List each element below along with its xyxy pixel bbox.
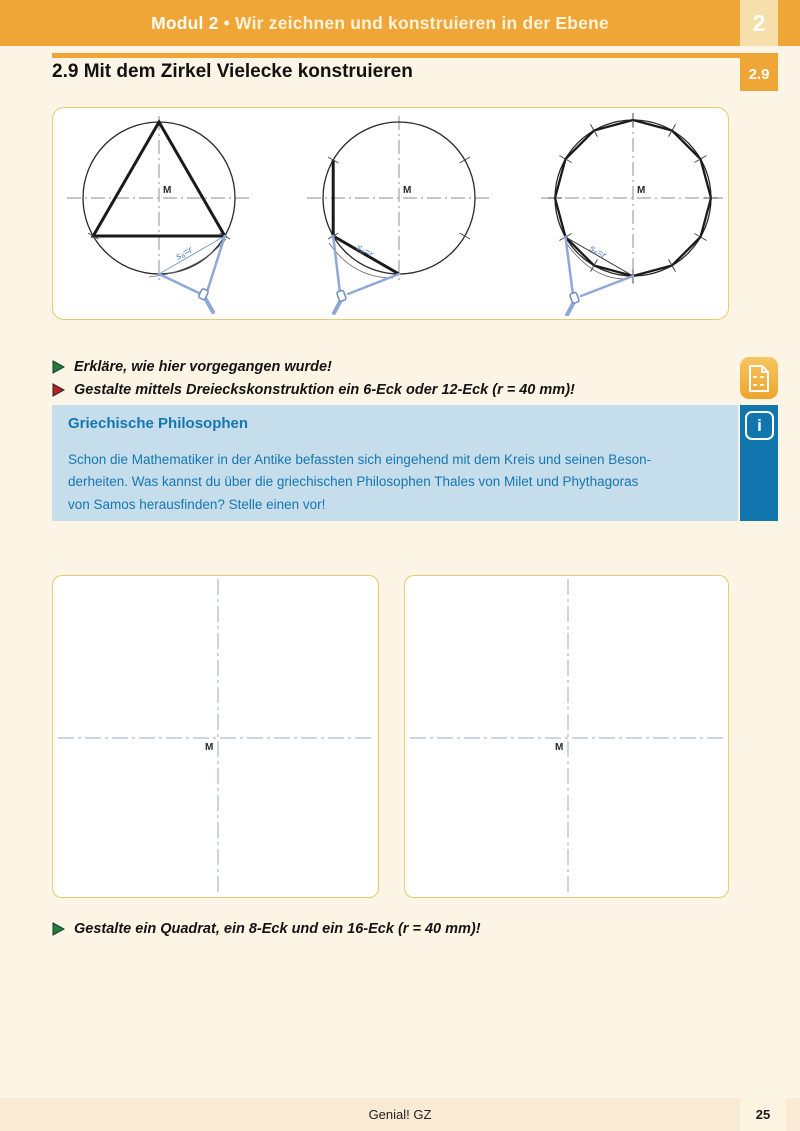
task-marker-icon — [52, 360, 65, 374]
section-badge: 2.9 — [740, 58, 778, 91]
info-box-title: Griechische Philosophen — [68, 415, 249, 432]
radius-label: s₆=r — [354, 242, 375, 261]
info-line: derheiten. Was kannst du über die griechischen Philosophen Thales von Milet und Phythagoras — [68, 474, 639, 490]
info-line: Schon die Mathematiker in der Antike befassten sich eingehend mit dem Kreis und seinen Beson- — [68, 452, 652, 467]
info-icon: i — [745, 411, 774, 440]
header-title-text: Wir zeichnen und konstruieren in der Ebene — [235, 13, 609, 33]
info-strip — [740, 405, 778, 521]
footer-band — [0, 1098, 800, 1131]
radius-label: s₆=r — [587, 243, 608, 262]
footer-imprint: Genial! GZ — [368, 1107, 432, 1122]
info-line: von Samos herausfinden? Stelle einen vor! — [68, 496, 326, 512]
construction-figure — [52, 107, 729, 320]
task-row-2 — [52, 379, 575, 401]
header-band — [0, 0, 800, 46]
task-text: Gestalte ein Quadrat, ein 8-Eck und ein 16-Eck (r = 40 mm)! — [74, 921, 481, 937]
center-point-label: M — [163, 185, 172, 196]
drawing-box-2 — [404, 575, 729, 898]
radius-label: s₆=r — [174, 244, 195, 263]
worksheet-icon — [740, 357, 778, 399]
task-marker-icon — [52, 383, 65, 397]
hexagon-construction — [307, 116, 491, 313]
info-box-body — [68, 449, 728, 516]
triangle-construction — [67, 116, 251, 312]
section-title: 2.9 Mit dem Zirkel Vielecke konstruieren — [52, 61, 413, 82]
drawing-box-2-cross — [405, 576, 728, 897]
task-row-3 — [52, 918, 481, 940]
page-number: 25 — [755, 1107, 771, 1122]
section-rule — [52, 53, 778, 58]
center-point-label: M — [555, 742, 564, 753]
task-marker-icon — [52, 922, 65, 936]
chapter-badge: 2 — [740, 0, 778, 46]
header-bullet: • — [223, 13, 230, 33]
worksheet-sheet-glyph — [748, 364, 770, 393]
drawing-box-1 — [52, 575, 379, 898]
tick — [460, 157, 470, 163]
task-text: Gestalte mittels Dreieckskonstruktion ein 6-Eck oder 12-Eck (r = 40 mm)! — [74, 382, 575, 398]
header-title — [0, 0, 760, 46]
tick — [460, 233, 470, 239]
center-point-label: M — [205, 742, 214, 753]
task-row-1 — [52, 356, 332, 378]
construction-figure-svg — [53, 108, 728, 316]
drawing-box-1-cross — [53, 576, 378, 897]
center-point-label: M — [403, 185, 412, 196]
dodecagon-construction — [541, 113, 725, 315]
module-label: Modul 2 — [151, 13, 219, 33]
task-text: Erkläre, wie hier vorgegangen wurde! — [74, 359, 332, 375]
footer-page-cell — [740, 1098, 786, 1131]
info-box — [52, 405, 738, 521]
center-point-label: M — [637, 185, 646, 196]
